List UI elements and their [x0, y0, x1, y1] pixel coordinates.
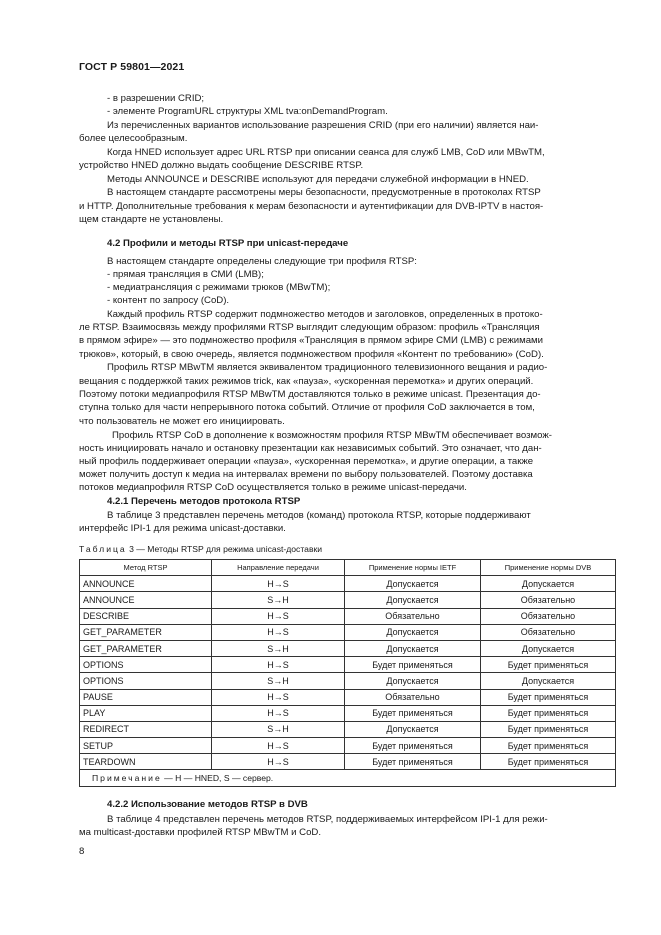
section-4-2-1-title: 4.2.1 Перечень методов протокола RTSP — [107, 496, 301, 507]
table-cell: Обязательно — [345, 689, 481, 705]
table-cell: PLAY — [80, 705, 212, 721]
table-cell: GET_PARAMETER — [80, 624, 212, 640]
text-line: В таблице 4 представлен перечень методов RTSP, поддерживаемых интерфейсом IPI-1 для режи- — [107, 814, 548, 825]
table-caption-prefix: Таблица — [79, 544, 127, 554]
table-cell: S→H — [212, 673, 345, 689]
text-line: более целесообразным. — [79, 133, 188, 144]
table-row — [80, 689, 616, 705]
table-cell: H→S — [212, 738, 345, 754]
table-cell: OPTIONS — [80, 657, 212, 673]
table-cell: Будет применяться — [481, 721, 616, 737]
text-line: Каждый профиль RTSP содержит подмножество методов и заголовков, определенных в протоко- — [107, 309, 543, 320]
column-header: Метод RTSP — [80, 560, 212, 576]
text-line: ность инициировать начало и остановку презентации как независимых событий. Это означает, что дан- — [79, 443, 542, 454]
text-line: может получить доступ к медиа на интервалах времени по выбору пользователей. Поэтому доставка — [79, 469, 533, 480]
text-line: вещания с поддержкой таких режимов trick, как «пауза», «ускоренная перемотка» и других операций. — [79, 376, 534, 387]
note-label: Примечание — [92, 773, 162, 784]
text-line: Поэтому потоки медиапрофиля RTSP MBwTM доставляются только в режиме unicast. Презентация до- — [79, 389, 541, 400]
table-row — [80, 624, 616, 640]
page-number: 8 — [79, 846, 85, 857]
table-cell: GET_PARAMETER — [80, 640, 212, 656]
table-cell: H→S — [212, 689, 345, 705]
column-header: Применение нормы IETF — [345, 560, 481, 576]
table-row — [80, 754, 616, 770]
table-cell: Допускается — [481, 673, 616, 689]
text-line: - медиатрансляция с режимами трюков (MBwTM); — [107, 282, 331, 293]
table-cell: REDIRECT — [80, 721, 212, 737]
table-cell: S→H — [212, 721, 345, 737]
text-line: ступна только для части непрерывного потока событий. Отличие от профиля CoD заключается в том, — [79, 402, 535, 413]
table-cell: SETUP — [80, 738, 212, 754]
table-cell: PAUSE — [80, 689, 212, 705]
text-line: интерфейс IPI-1 для режима unicast-доставки. — [79, 523, 286, 534]
table-cell: S→H — [212, 640, 345, 656]
table-cell: H→S — [212, 624, 345, 640]
rtsp-methods-table — [79, 559, 616, 787]
table-row — [80, 640, 616, 656]
table-row — [80, 592, 616, 608]
text-line: Методы ANNOUNCE и DESCRIBE используют для передачи служебной информации в HNED. — [107, 174, 529, 185]
table-row — [80, 673, 616, 689]
document-header: ГОСТ Р 59801—2021 — [79, 61, 185, 73]
text-line: Профиль RTSP CoD в дополнение к возможностям профиля RTSP MBwTM обеспечивает возмож- — [112, 430, 552, 441]
text-line: щем стандарте не установлены. — [79, 214, 224, 225]
table-cell: Будет применяться — [345, 754, 481, 770]
note-text: — H — HNED, S — сервер. — [164, 773, 274, 784]
table-row — [80, 608, 616, 624]
table-cell: S→H — [212, 592, 345, 608]
text-line: - элементе ProgramURL структуры XML tva:onDemandProgram. — [107, 106, 388, 117]
text-line: Когда HNED использует адрес URL RTSP при описании сеанса для служб LMB, CoD или MBwTM, — [107, 147, 545, 158]
table-header-row — [80, 560, 616, 576]
table-cell: H→S — [212, 576, 345, 592]
text-line: ма multicast-доставки профилей RTSP MBwTM и CoD. — [79, 827, 322, 838]
column-header: Направление передачи — [212, 560, 345, 576]
table-cell: ANNOUNCE — [80, 592, 212, 608]
text-line: ный профиль поддерживает операции «пауза», «ускоренная перемотка», и другие операции, а также — [79, 456, 534, 467]
table-row — [80, 721, 616, 737]
table-cell: H→S — [212, 705, 345, 721]
table-cell: Будет применяться — [481, 705, 616, 721]
table-cell: Обязательно — [481, 624, 616, 640]
table-cell: OPTIONS — [80, 673, 212, 689]
table-cell: Будет применяться — [345, 657, 481, 673]
text-line: - в разрешении CRID; — [107, 93, 205, 104]
table-cell: Будет применяться — [345, 705, 481, 721]
table-note-row — [80, 770, 616, 786]
table-cell: Допускается — [345, 624, 481, 640]
table-cell: Обязательно — [481, 608, 616, 624]
text-line: что пользователь не может его инициировать. — [79, 416, 285, 427]
text-line: - прямая трансляция в СМИ (LMB); — [107, 269, 264, 280]
text-line: устройство HNED должно выдать сообщение DESCRIBE RTSP. — [79, 160, 364, 171]
table-cell: Допускается — [345, 673, 481, 689]
table-cell: Допускается — [481, 640, 616, 656]
table-cell: TEARDOWN — [80, 754, 212, 770]
table-cell: H→S — [212, 608, 345, 624]
table-cell: Обязательно — [481, 592, 616, 608]
text-line: в прямом эфире» — это подмножество профиля «Трансляция в прямом эфире СМИ (LMB) с режимами — [79, 335, 544, 346]
table-cell: Допускается — [345, 721, 481, 737]
table-cell: Будет применяться — [481, 754, 616, 770]
table-row — [80, 738, 616, 754]
table-cell: DESCRIBE — [80, 608, 212, 624]
table-note — [80, 770, 616, 786]
text-line: и HTTP. Дополнительные требования к мерам безопасности и аутентификации для DVB-IPTV в настоя- — [79, 201, 544, 212]
text-line: В настоящем стандарте определены следующие три профиля RTSP: — [107, 256, 417, 267]
column-header: Применение нормы DVB — [481, 560, 616, 576]
text-line: Из перечисленных вариантов использование разрешения CRID (при его наличии) является наи- — [107, 120, 539, 131]
text-line: потоков медиапрофиля RTSP CoD осуществляется только в режиме unicast-передачи. — [79, 482, 467, 493]
table-row — [80, 576, 616, 592]
text-line: В таблице 3 представлен перечень методов (команд) протокола RTSP, которые поддерживают — [107, 510, 531, 521]
table-cell: Будет применяться — [345, 738, 481, 754]
text-line: ле RTSP. Взаимосвязь между профилями RTSP выглядит следующим образом: профиль «Трансляция — [79, 322, 540, 333]
table-row — [80, 705, 616, 721]
text-line: трюков», который, в свою очередь, является подмножеством профиля «Контент по требованию» (CoD). — [79, 349, 544, 360]
table-cell: H→S — [212, 657, 345, 673]
table-cell: Будет применяться — [481, 689, 616, 705]
section-4-2-title: 4.2 Профили и методы RTSP при unicast-передаче — [107, 238, 349, 249]
table-caption-text: 3 — Методы RTSP для режима unicast-доставки — [129, 544, 323, 554]
table-cell: Допускается — [345, 640, 481, 656]
text-line: Профиль RTSP MBwTM является эквивалентом традиционного телевизионного вещания и радио- — [107, 362, 548, 373]
table-row — [80, 657, 616, 673]
table-cell: H→S — [212, 754, 345, 770]
text-line: В настоящем стандарте рассмотрены меры безопасности, предусмотренные в протоколах RTSP — [107, 187, 541, 198]
table-caption — [79, 544, 322, 554]
table-cell: ANNOUNCE — [80, 576, 212, 592]
table-cell: Будет применяться — [481, 738, 616, 754]
table-cell: Допускается — [345, 592, 481, 608]
text-line: - контент по запросу (CoD). — [107, 295, 230, 306]
table-cell: Будет применяться — [481, 657, 616, 673]
table-cell: Обязательно — [345, 608, 481, 624]
section-4-2-2-title: 4.2.2 Использование методов RTSP в DVB — [107, 799, 308, 810]
table-cell: Допускается — [481, 576, 616, 592]
table-cell: Допускается — [345, 576, 481, 592]
